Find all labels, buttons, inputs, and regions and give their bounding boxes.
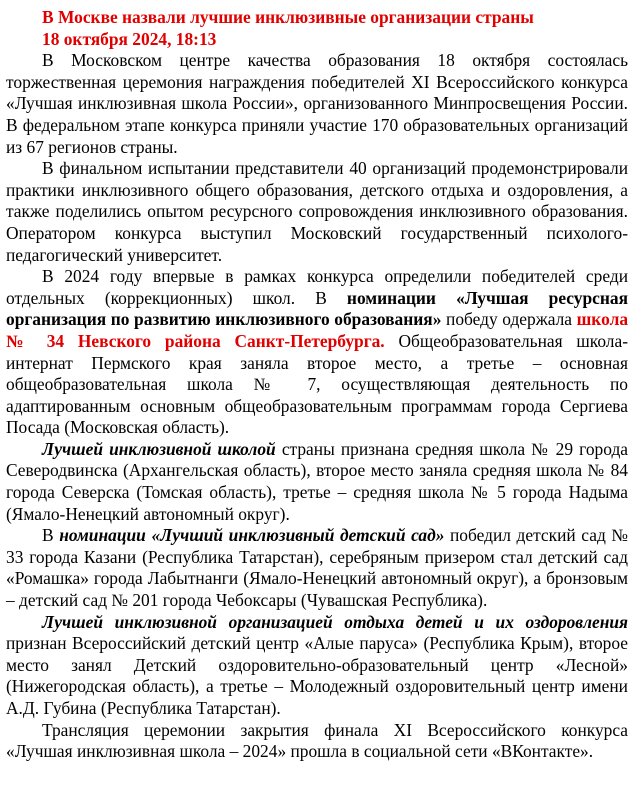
article-title: В Москве назвали лучшие инклюзивные организации страны xyxy=(42,7,534,27)
text-span: В xyxy=(42,525,60,546)
text-span: В 2024 году впервые в рамках конкурса определили победителей среди отдельных (коррекционных) школ. В xyxy=(6,266,628,308)
winner-school-34: школа № 34 Невского района Санкт-Петербурга. xyxy=(6,309,629,351)
article-date: 18 октября 2024, 18:13 xyxy=(42,28,217,49)
paragraph-intro: В Московском центре качества образования 18 октября состоялась торжественная церемония награждения победителей XI Всероссийского конкурса «Лучшая инклюзивная школа России», организованного Минпросвещения России. В федеральном этапе конкурса приняли участие 170 образовательных организаций из 67 регионов страны. xyxy=(6,50,628,157)
paragraph-broadcast: Трансляция церемонии закрытия финала XI Всероссийского конкурса «Лучшая инклюзивная школа – 2024» прошла в социальной сети «ВКонтакте». xyxy=(6,719,628,762)
paragraph-resource-nomination xyxy=(6,266,628,439)
nomination-resource-organization: номинации «Лучшая ресурсная организация по развитию инклюзивного образования» xyxy=(6,287,628,330)
paragraph-best-school xyxy=(6,439,628,525)
nomination-recreation: Лучшей инклюзивной организацией отдыха детей и их оздоровления xyxy=(42,611,628,632)
text-span: признан Всероссийский детский центр «Алые паруса» (Республика Крым), второе место занял Детский оздоровительно-образовательный центр «Лесной» (Нижегородская область), а третье – Молодежный оздоровительный центр имени А.Д. Губина (Республика Татарстан). xyxy=(6,633,628,718)
nomination-best-school: Лучшей инклюзивной школой xyxy=(42,438,276,459)
text-span: победил детский сад № 33 города Казани (Республика Татарстан), серебряным призером стал детский сад «Ромашка» города Лабытнанги (Ямало-Ненецкий автономный округ), а бронзовым – детский сад № 201 города Чебоксары (Чувашская Республика). xyxy=(6,525,628,611)
paragraph-kindergarten xyxy=(6,525,628,611)
text-span: Общеобразовательная школа-интернат Пермского края заняла второе место, а третье – основная общеобразовательная школа № 7, осуществляющая деятельность по адаптированным основным общеобразовательным программам города Сергиева Посада (Московская область). xyxy=(6,330,628,438)
paragraph-recreation xyxy=(6,612,628,720)
text-span: страны признана средняя школа № 29 города Северодвинска (Архангельская область), второе место заняла средняя школа № 84 города Северска (Томская область), третье – средняя школа № 5 города Надыма (Ямало-Ненецкий автономный округ). xyxy=(6,438,629,524)
paragraph-final: В финальном испытании представители 40 организаций продемонстрировали практики инклюзивного общего образования, детского отдыха и оздоровления, а также поделились опытом ресурсного сопровождения инклюзивного образования. Оператором конкурса выступил Московский государственный психолого-педагогический университет. xyxy=(6,158,628,265)
nomination-kindergarten: номинации «Лучший инклюзивный детский сад» xyxy=(59,525,445,546)
text-span: победу одержала xyxy=(441,309,577,330)
